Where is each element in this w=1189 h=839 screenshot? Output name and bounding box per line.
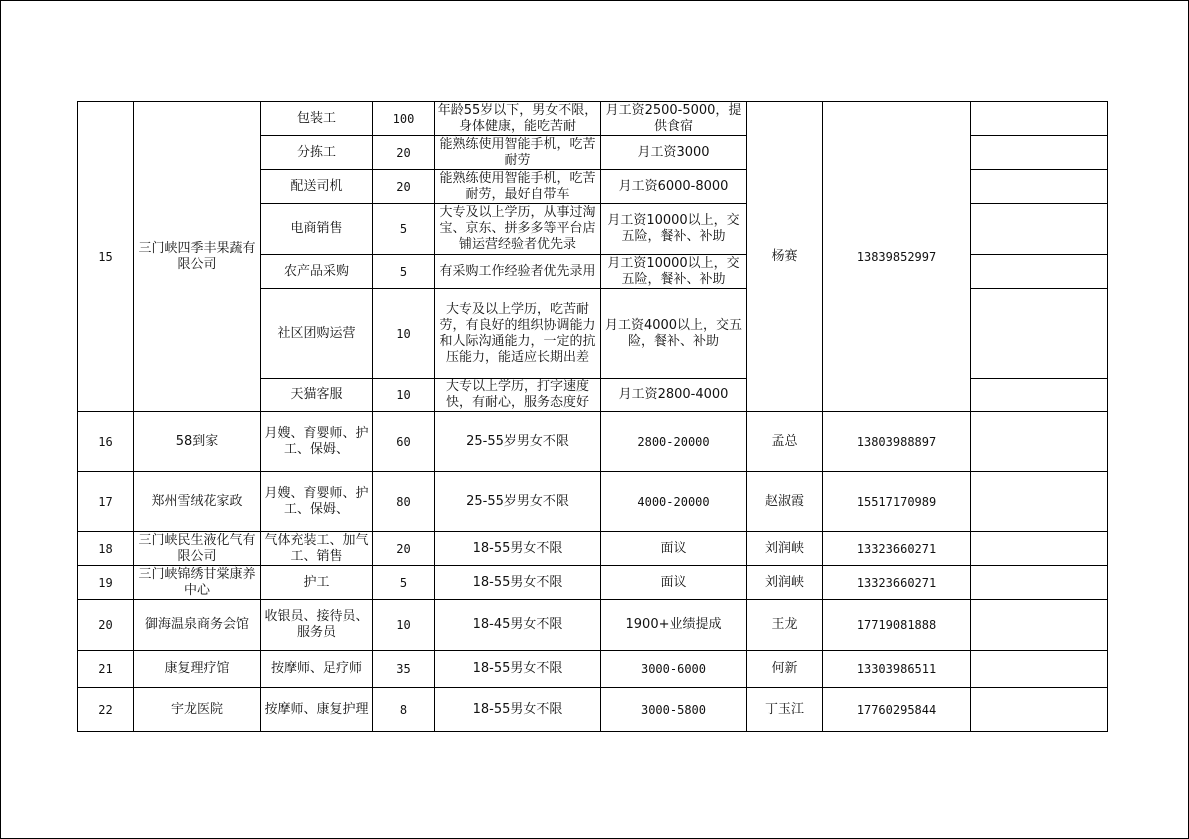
blank-cell (971, 289, 1108, 379)
blank-cell (971, 532, 1108, 566)
job-salary: 月工资10000以上，交五险，餐补、补助 (601, 204, 747, 255)
job-title: 天猫客服 (261, 379, 373, 412)
job-title: 护工 (261, 566, 373, 600)
table-row (78, 651, 1108, 688)
company-name: 宇龙医院 (134, 688, 261, 732)
job-salary: 月工资2800-4000 (601, 379, 747, 412)
job-salary: 2800-20000 (601, 412, 747, 472)
row-index: 19 (78, 566, 134, 600)
job-count: 35 (373, 651, 435, 688)
contact-person: 丁玉江 (747, 688, 823, 732)
company-name: 三门峡四季丰果蔬有限公司 (134, 102, 261, 412)
blank-cell (971, 136, 1108, 170)
contact-person: 何新 (747, 651, 823, 688)
job-requirement: 年龄55岁以下，男女不限，身体健康，能吃苦耐 (435, 102, 601, 136)
job-title: 农产品采购 (261, 255, 373, 289)
job-salary: 3000-6000 (601, 651, 747, 688)
job-count: 5 (373, 566, 435, 600)
job-title: 分拣工 (261, 136, 373, 170)
contact-person: 刘润峡 (747, 566, 823, 600)
job-salary: 面议 (601, 532, 747, 566)
job-title: 按摩师、足疗师 (261, 651, 373, 688)
job-salary: 月工资3000 (601, 136, 747, 170)
row-index: 20 (78, 600, 134, 651)
job-title: 电商销售 (261, 204, 373, 255)
blank-cell (971, 102, 1108, 136)
blank-cell (971, 472, 1108, 532)
job-title: 包装工 (261, 102, 373, 136)
job-count: 20 (373, 170, 435, 204)
blank-cell (971, 600, 1108, 651)
company-name: 康复理疗馆 (134, 651, 261, 688)
job-requirement: 18-55男女不限 (435, 566, 601, 600)
job-salary: 月工资6000-8000 (601, 170, 747, 204)
blank-cell (971, 255, 1108, 289)
blank-cell (971, 566, 1108, 600)
contact-phone: 17760295844 (823, 688, 971, 732)
job-count: 10 (373, 289, 435, 379)
job-title: 气体充装工、加气工、销售 (261, 532, 373, 566)
company-name: 御海温泉商务会馆 (134, 600, 261, 651)
table-row (78, 472, 1108, 532)
job-title: 社区团购运营 (261, 289, 373, 379)
job-requirement: 大专及以上学历，吃苦耐劳，有良好的组织协调能力和人际沟通能力，一定的抗压能力，能适应长期出差 (435, 289, 601, 379)
blank-cell (971, 170, 1108, 204)
job-count: 20 (373, 532, 435, 566)
job-requirement: 18-55男女不限 (435, 532, 601, 566)
job-salary: 面议 (601, 566, 747, 600)
row-index: 18 (78, 532, 134, 566)
table-row (78, 600, 1108, 651)
job-requirement: 能熟练使用智能手机，吃苦耐劳，最好自带车 (435, 170, 601, 204)
row-index: 21 (78, 651, 134, 688)
job-requirement: 有采购工作经验者优先录用 (435, 255, 601, 289)
company-name: 郑州雪绒花家政 (134, 472, 261, 532)
job-count: 5 (373, 255, 435, 289)
contact-person: 孟总 (747, 412, 823, 472)
contact-phone: 15517170989 (823, 472, 971, 532)
contact-phone: 13323660271 (823, 566, 971, 600)
job-salary: 月工资4000以上，交五险，餐补、补助 (601, 289, 747, 379)
job-count: 100 (373, 102, 435, 136)
contact-person: 赵淑霞 (747, 472, 823, 532)
blank-cell (971, 651, 1108, 688)
blank-cell (971, 412, 1108, 472)
job-title: 配送司机 (261, 170, 373, 204)
contact-phone: 17719081888 (823, 600, 971, 651)
job-salary: 月工资10000以上，交五险，餐补、补助 (601, 255, 747, 289)
row-index: 17 (78, 472, 134, 532)
row-index: 16 (78, 412, 134, 472)
job-requirement: 25-55岁男女不限 (435, 412, 601, 472)
job-requirement: 能熟练使用智能手机，吃苦耐劳 (435, 136, 601, 170)
company-name: 三门峡民生液化气有限公司 (134, 532, 261, 566)
job-requirement: 大专及以上学历，从事过淘宝、京东、拼多多等平台店铺运营经验者优先录 (435, 204, 601, 255)
row-index: 15 (78, 102, 134, 412)
contact-phone: 13323660271 (823, 532, 971, 566)
table-row (78, 566, 1108, 600)
job-count: 20 (373, 136, 435, 170)
job-listing-table (77, 101, 1108, 732)
job-count: 10 (373, 379, 435, 412)
job-count: 80 (373, 472, 435, 532)
job-title: 月嫂、育婴师、护工、保姆、 (261, 472, 373, 532)
contact-person: 王龙 (747, 600, 823, 651)
job-count: 10 (373, 600, 435, 651)
job-requirement: 18-45男女不限 (435, 600, 601, 651)
contact-phone: 13803988897 (823, 412, 971, 472)
company-name: 三门峡锦绣甘棠康养中心 (134, 566, 261, 600)
table-row (78, 532, 1108, 566)
job-title: 收银员、接待员、服务员 (261, 600, 373, 651)
job-title: 按摩师、康复护理 (261, 688, 373, 732)
contact-phone: 13839852997 (823, 102, 971, 412)
job-count: 8 (373, 688, 435, 732)
job-salary: 4000-20000 (601, 472, 747, 532)
blank-cell (971, 379, 1108, 412)
blank-cell (971, 204, 1108, 255)
table-row (78, 412, 1108, 472)
contact-phone: 13303986511 (823, 651, 971, 688)
blank-cell (971, 688, 1108, 732)
company-name: 58到家 (134, 412, 261, 472)
job-requirement: 18-55男女不限 (435, 688, 601, 732)
row-index: 22 (78, 688, 134, 732)
job-requirement: 25-55岁男女不限 (435, 472, 601, 532)
contact-person: 杨赛 (747, 102, 823, 412)
job-title: 月嫂、育婴师、护工、保姆、 (261, 412, 373, 472)
table-row (78, 688, 1108, 732)
job-salary: 1900+业绩提成 (601, 600, 747, 651)
job-count: 5 (373, 204, 435, 255)
job-count: 60 (373, 412, 435, 472)
table-row (78, 102, 1108, 136)
job-requirement: 大专以上学历，打字速度快，有耐心，服务态度好 (435, 379, 601, 412)
job-salary: 3000-5800 (601, 688, 747, 732)
job-requirement: 18-55男女不限 (435, 651, 601, 688)
contact-person: 刘润峡 (747, 532, 823, 566)
job-salary: 月工资2500-5000，提供食宿 (601, 102, 747, 136)
